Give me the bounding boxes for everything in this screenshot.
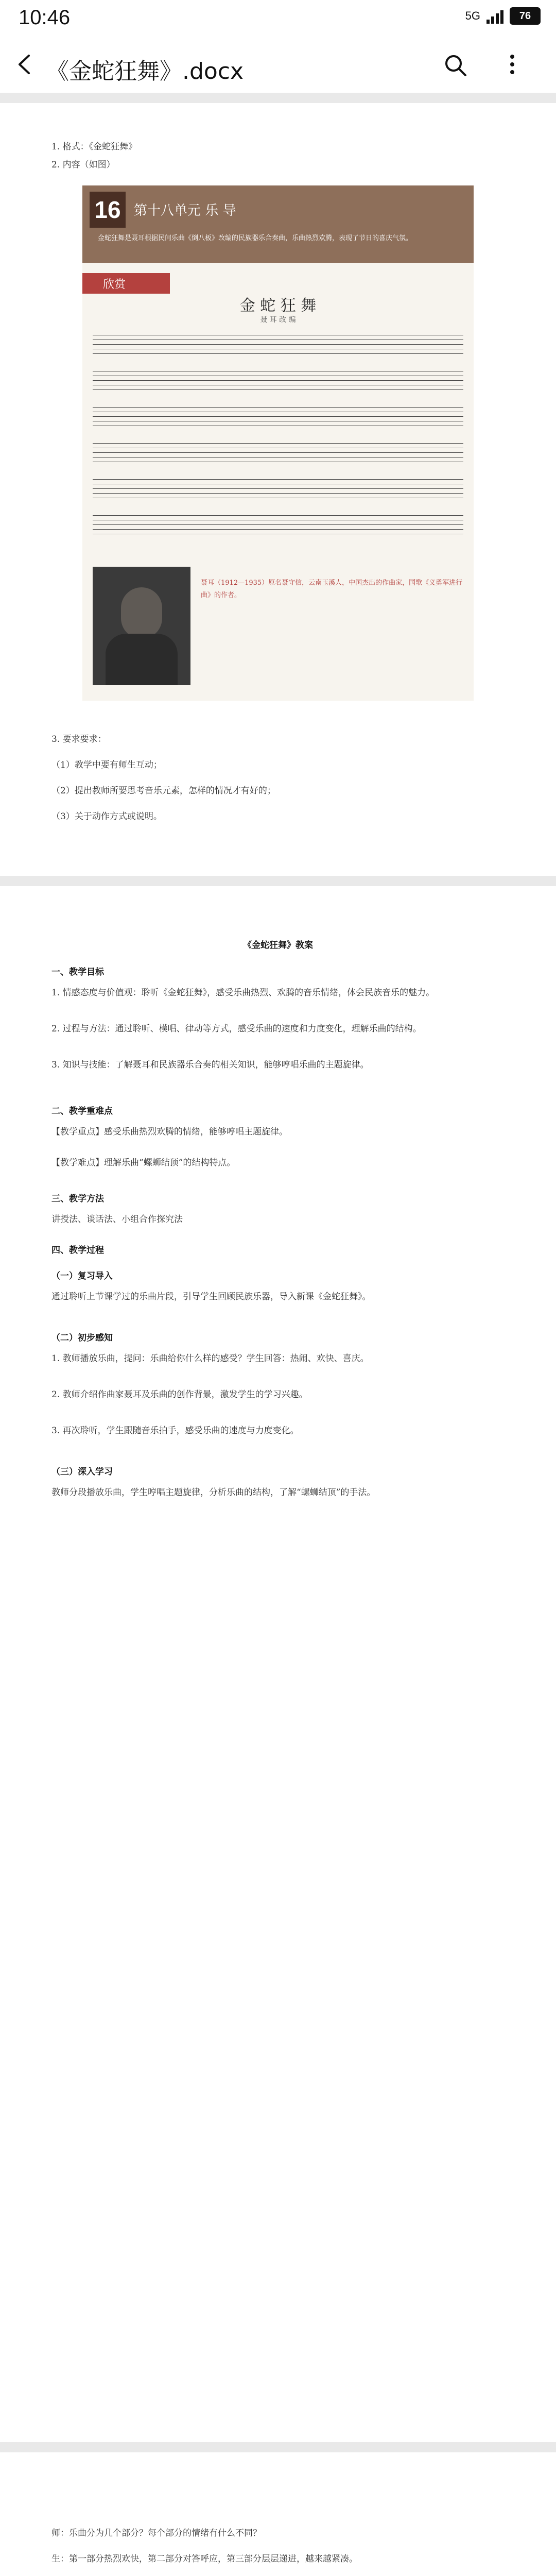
dialogue-line: 生：第一部分热烈欢快，第二部分对答呼应，第三部分层层递进，越来越紧凑。 bbox=[51, 2554, 358, 2564]
key-point: 【教学重点】感受乐曲热烈欢腾的情绪，能够哼唱主题旋律。 bbox=[51, 1127, 288, 1137]
lesson-number: 16 bbox=[90, 192, 126, 228]
section-heading: 二、教学重难点 bbox=[51, 1106, 113, 1116]
song-composer: 聂 耳 改 编 bbox=[260, 316, 296, 324]
tasks-title: 3. 要求要求： bbox=[51, 734, 107, 744]
lesson-intro: 金蛇狂舞是聂耳根据民间乐曲《倒八板》改编的民族器乐合奏曲，乐曲热烈欢腾，表现了节日的喜庆气氛。 bbox=[98, 234, 413, 242]
signal-icon bbox=[486, 8, 503, 24]
textbook-image bbox=[82, 185, 474, 701]
task-item: （3）关于动作方式或说明。 bbox=[51, 811, 162, 822]
network-label: 5G bbox=[465, 9, 480, 22]
step-text: 2. 教师介绍作曲家聂耳及乐曲的创作背景，激发学生的学习兴趣。 bbox=[51, 1389, 308, 1400]
difficult-point: 【教学难点】理解乐曲“螺蛳结顶”的结构特点。 bbox=[51, 1158, 236, 1168]
step-text: 教师分段播放乐曲，学生哼唱主题旋律，分析乐曲的结构，了解“螺蛳结顶”的手法。 bbox=[51, 1487, 376, 1498]
lesson-plan-title: 《金蛇狂舞》教案 bbox=[243, 940, 313, 951]
methods-text: 讲授法、谈话法、小组合作探究法 bbox=[51, 1214, 183, 1225]
document-page-1 bbox=[0, 103, 556, 876]
document-title: 《金蛇狂舞》.docx bbox=[46, 58, 244, 84]
toolbar bbox=[0, 36, 556, 93]
status-bar bbox=[0, 0, 556, 36]
goal-item: 2. 过程与方法：通过聆听、模唱、律动等方式，感受乐曲的速度和力度变化，理解乐曲的结构。 bbox=[51, 1024, 422, 1034]
back-icon[interactable] bbox=[12, 52, 38, 77]
goal-item: 1. 情感态度与价值观：聆听《金蛇狂舞》，感受乐曲热烈、欢腾的音乐情绪，体会民族音乐的魅力。 bbox=[51, 988, 435, 998]
appreciation-tag: 欣赏 bbox=[82, 273, 170, 294]
lesson-header bbox=[82, 185, 474, 263]
battery-level: 76 bbox=[519, 10, 531, 22]
search-icon[interactable] bbox=[443, 53, 468, 78]
step-heading: （一）复习导入 bbox=[51, 1271, 113, 1281]
document-page-2 bbox=[0, 886, 556, 2442]
step-text: 通过聆听上节课学过的乐曲片段，引导学生回顾民族乐器，导入新课《金蛇狂舞》。 bbox=[51, 1292, 371, 1302]
step-text: 3. 再次聆听，学生跟随音乐拍手，感受乐曲的速度与力度变化。 bbox=[51, 1426, 299, 1436]
goal-item: 3. 知识与技能：了解聂耳和民族器乐合奏的相关知识，能够哼唱乐曲的主题旋律。 bbox=[51, 1060, 369, 1070]
doc-line: 1. 格式：《金蛇狂舞》 bbox=[51, 142, 137, 152]
section-heading: 一、教学目标 bbox=[51, 967, 104, 977]
composer-portrait bbox=[93, 567, 190, 685]
more-icon[interactable] bbox=[499, 52, 525, 77]
clock: 10:46 bbox=[19, 6, 71, 29]
song-title: 金 蛇 狂 舞 bbox=[239, 297, 317, 315]
dialogue-line: 师：乐曲分为几个部分？每个部分的情绪有什么不同？ bbox=[51, 2528, 262, 2538]
step-heading: （二）初步感知 bbox=[51, 1333, 113, 1343]
document-page-3 bbox=[0, 2452, 556, 2576]
section-heading: 三、教学方法 bbox=[51, 1194, 104, 1204]
step-heading: （三）深入学习 bbox=[51, 1467, 113, 1477]
unit-title: 第十八单元 乐 导 bbox=[134, 203, 236, 218]
battery-icon bbox=[510, 7, 541, 25]
task-item: （2）提出教师所要思考音乐元素，怎样的情况才有好的； bbox=[51, 786, 276, 796]
portrait-caption: 聂耳（1912—1935）原名聂守信，云南玉溪人，中国杰出的作曲家，国歌《义勇军进行曲》的作者。 bbox=[201, 579, 463, 599]
section-heading: 四、教学过程 bbox=[51, 1245, 104, 1256]
step-text: 1. 教师播放乐曲，提问：乐曲给你什么样的感受？学生回答：热闹、欢快、喜庆。 bbox=[51, 1353, 369, 1364]
doc-line: 2. 内容（如图） bbox=[51, 160, 115, 170]
task-item: （1）教学中要有师生互动； bbox=[51, 760, 162, 770]
